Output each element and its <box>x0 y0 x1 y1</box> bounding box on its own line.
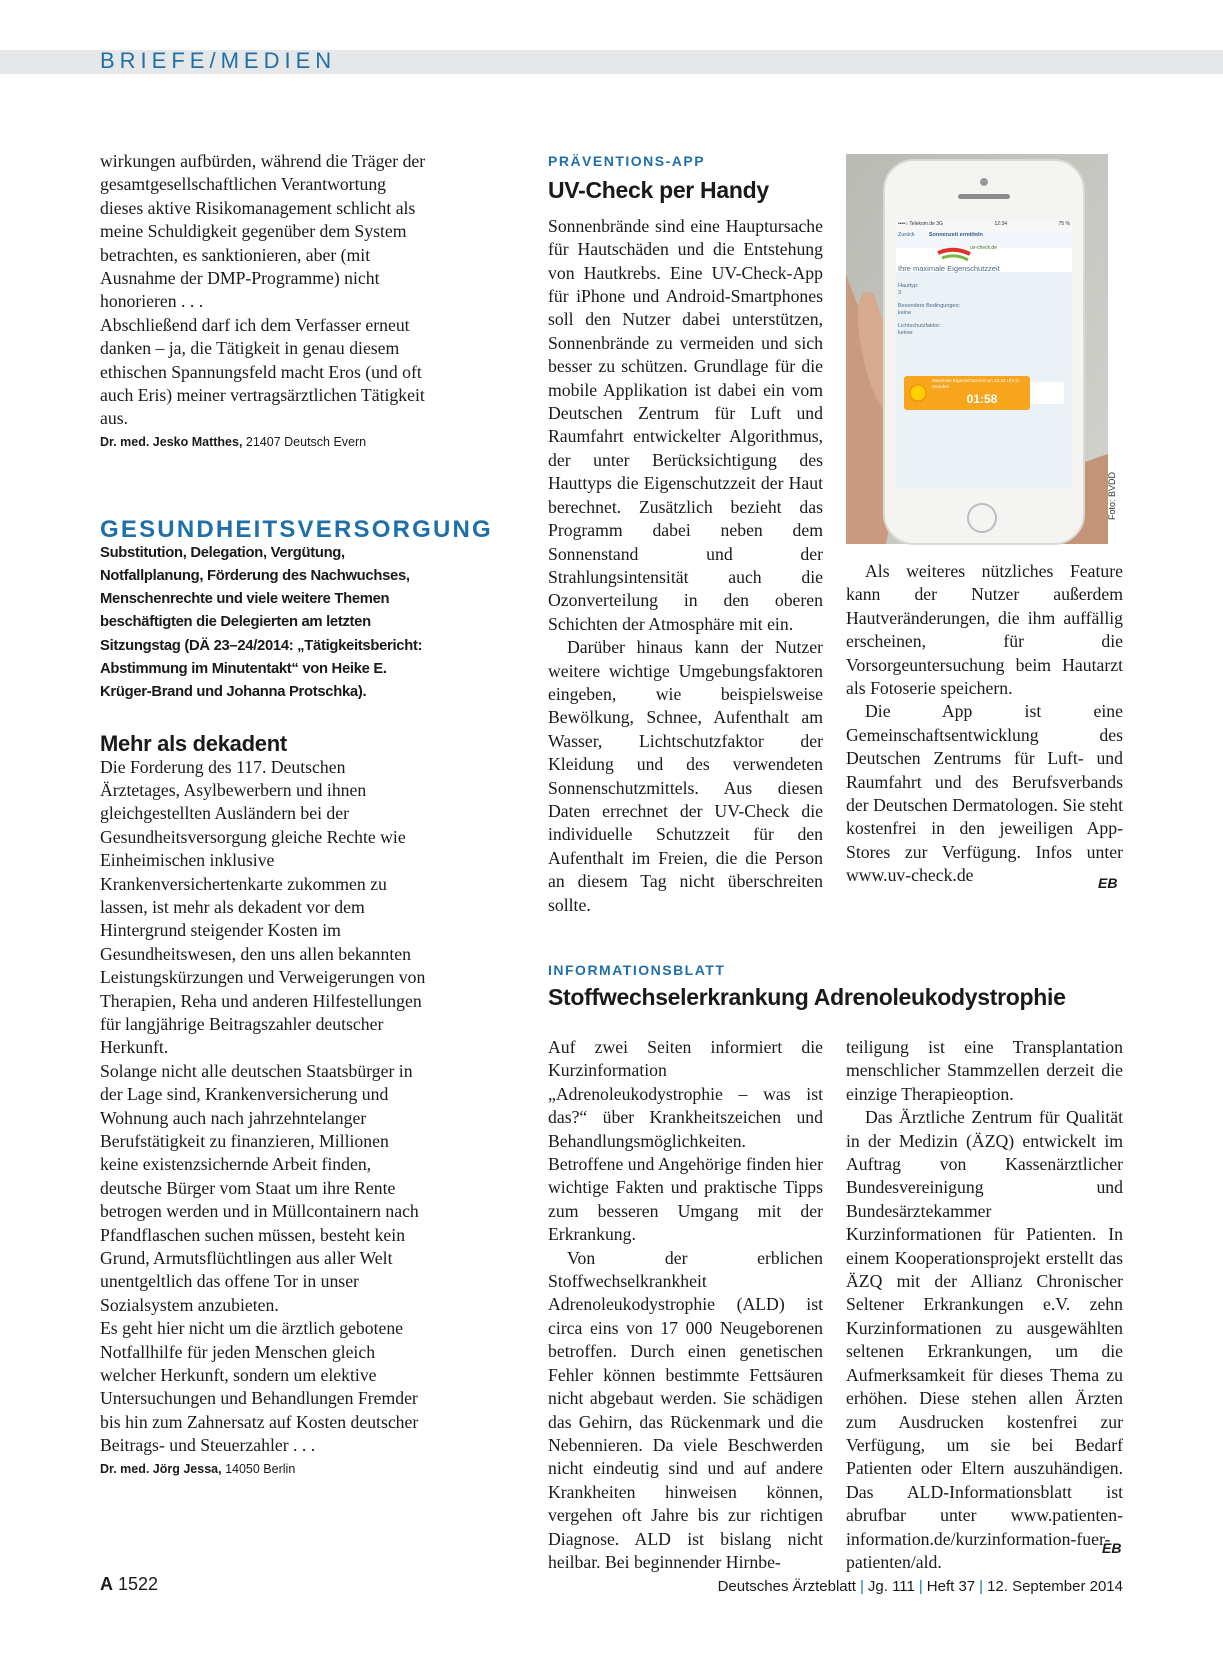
section-kicker: GESUNDHEITSVERSORGUNG <box>100 516 493 544</box>
article-headline: UV-Check per Handy <box>548 177 769 204</box>
paragraph: Solange nicht alle deutschen Staatsbürger in der Lage sind, Krankenversicherung und Wohnung auch nach jahrzehntelanger Berufstätigkeit zu finanzieren, Millionen keine existenzsichernde Arbeit finden, deutsche Bürger vom Staat um ihre Rente betrogen werden und in Müllcontainern nach Pfandflaschen suchen müssen, besteht kein Grund, Armutsflüchtlingen aus aller Welt unentgeltlich das offene Tor in unser Sozialsystem anzubieten. <box>100 1060 419 1315</box>
paragraph: Es geht hier nicht um die ärztlich gebotene Notfallhilfe für jeden Menschen gleich welcher Herkunft, sondern um elektive Untersuchungen und Behandlungen Fremder bis hin zum Zahnersatz auf Kosten deutscher Beitrags- und Steuerzahler . . . <box>100 1318 419 1456</box>
section-label: BRIEFE/MEDIEN <box>100 48 337 73</box>
phone-in-hand-illustration <box>846 154 1108 544</box>
paragraph: wirkungen aufbürden, während die Träger der gesamtgesellschaftlichen Verantwortung dieses aktive Risikomanagement schlicht als meine Schuldigkeit gegenüber dem System betrachten, es sanktionieren, aber (mit Ausnahme der DMP-Programme) nicht honorieren . . . <box>100 151 426 312</box>
author-location: 21407 Deutsch Evern <box>245 434 367 449</box>
ald-header <box>548 962 1128 1015</box>
paragraph: Als weiteres nützliches Feature kann der Nutzer außerdem Hautveränderungen, die ihm auffällig erscheinen, für die Vorsorgeuntersuchung beim Hautarzt als Fotoserie speichern. <box>846 561 1123 699</box>
journal-name: Deutsches Ärzteblatt <box>717 1578 856 1595</box>
journal-volume: Jg. 111 <box>867 1578 915 1595</box>
paragraph: Abschließend darf ich dem Verfasser erneut danken – ja, die Tätigkeit in genau diesem ethischen Spannungsfeld macht Eros (und oft auch Eris) meiner vertragsärztlichen Tätigkeit aus. <box>100 314 425 429</box>
author-name: Dr. med. Jesko Matthes, <box>100 434 243 449</box>
field-value: keine <box>898 310 912 316</box>
uvcheck-article-continued <box>846 560 1123 888</box>
left-column <box>100 150 493 1481</box>
photo-credit: Foto: BVDD <box>1107 471 1117 520</box>
paragraph-tail: teiligung ist eine Transplantation menschlicher Stammzellen derzeit die einzige Therapieoption. <box>846 1037 1123 1104</box>
journal-date: 12. September 2014 <box>987 1578 1123 1595</box>
back-button[interactable]: Zurück <box>898 232 915 238</box>
app-logo: uv-check.de <box>970 245 997 251</box>
field-value: keiner <box>898 330 913 336</box>
paragraph: Auf zwei Seiten informiert die Kurzinformation „Adrenoleukodystrophie – was ist das?“ über Krankheitszeichen und Behandlungsmöglichkeiten. Betroffene und Angehörige finden hier wichtige Fakten und praktische Tipps zum besseren Umgang mit der Erkrankung. <box>548 1037 823 1245</box>
paragraph: Das Ärztliche Zentrum für Qualität in der Medizin (ÄZQ) entwickelt im Auftrag von Kassenärztlicher Bundesvereinigung und Bundesärztekammer Kurzinformationen für Patienten. In einem Kooperationsprojekt erstellt das ÄZQ mit der Allianz Chronischer Seltener Erkrankungen e.V. zehn Kurzinformationen zu ausgewählten seltenen Erkrankungen, um die Aufmerksamkeit für dieses Thema zu erhöhen. Diese stehen allen Ärzten zum Ausdrucken kostenfrei zur Verfügung, um sie bei Bedarf Patienten oder Eltern auszuhändigen. Das ALD-Informationsblatt ist abrufbar unter www.patienten-information.de/kurzinformation-fuer-patienten/ald. <box>846 1107 1123 1572</box>
field-label: Hauttyp: <box>898 283 919 289</box>
status-time: 12:34 <box>994 221 1008 227</box>
nav-title: Sonnenzeit ermitteln <box>928 232 983 238</box>
section-gesundheitsversorgung <box>100 516 493 704</box>
letter-jessa <box>100 732 428 1481</box>
uvcheck-article <box>548 150 823 917</box>
page-number <box>100 1574 158 1595</box>
status-carrier: ••••○ Telekom.de 3G <box>898 221 943 227</box>
article-headline: Stoffwechselerkrankung Adrenoleukodystrophie <box>548 984 1066 1010</box>
field-value: 3 <box>898 290 902 296</box>
letter-headline: Mehr als dekadent <box>100 731 287 757</box>
author-signature <box>100 431 428 454</box>
journal-issue: Heft 37 <box>926 1578 976 1595</box>
author-signature <box>100 1458 428 1481</box>
app-photo <box>846 154 1108 544</box>
page-prefix: A <box>100 1574 113 1594</box>
author-sign: EB <box>1102 1540 1122 1556</box>
paragraph: Darüber hinaus kann der Nutzer weitere wichtige Umgebungsfaktoren eingeben, wie beispielsweise Bewölkung, Schnee, Aufenthalt am Wasser, Lichtschutzfaktor der Kleidung und des verwendeten Sonnenschutzmittels. Aus diesen Daten errechnet der UV-Check die individuelle Schutzzeit für den Aufenthalt im Freien, die die Person an diesem Tag nicht überschreiten sollte. <box>548 637 823 915</box>
status-battery: 75 % <box>1058 221 1070 227</box>
paragraph: Die App ist eine Gemeinschaftsentwicklung des Deutschen Zentrums für Luft- und Raumfahrt und des Berufsverbands der Deutschen Dermatologen. Sie steht kostenfrei in den jeweiligen App-Stores zur Verfügung. Infos unter www.uv-check.de <box>846 701 1123 886</box>
result-time: 01:58 <box>966 392 998 406</box>
ald-article-col-b-text <box>846 1036 1123 1574</box>
author-location: 14050 Berlin <box>225 1461 296 1476</box>
letter-matthes <box>100 150 428 454</box>
article-kicker: PRÄVENTIONS-APP <box>548 153 706 169</box>
journal-info: Deutsches Ärzteblatt | Jg. 111 | Heft 37 | 12. September 2014 <box>717 1578 1123 1595</box>
paragraph: Sonnenbrände sind eine Hauptursache für Hautschäden und die Entstehung von Hautkrebs. Eine UV-Check-App für iPhone und Android-Smartphones soll den Nutzer dabei unterstützen, Sonnenbrände zu vermeiden und sich besser zu schützen. Grundlage für die mobile Applikation ist dabei ein vom Deutschen Zentrum für Luft und Raumfahrt entwickelter Algorithmus, der unter Berücksichtigung des Hauttyps die Eigenschutzzeit der Haut berechnet. Zusätzlich bezieht das Programm dabei neben dem Sonnenstand und der Strahlungsintensität auch die Ozonverteilung in den oberen Schichten der Atmosphäre mit ein. <box>548 215 823 634</box>
section-intro: Substitution, Delegation, Vergütung, Notfallplanung, Förderung des Nachwuchses, Menschenrechte und viele weitere Themen beschäftigten die Delegierten am letzten Sitzungstag (DÄ 23–24/2014: „Tätigkeitsbericht: Abstimmung im Minutentakt“ von Heike E. Krüger-Brand und Johanna Protschka). <box>100 544 423 700</box>
author-name: Dr. med. Jörg Jessa, <box>100 1461 222 1476</box>
phone-nav-bar <box>898 232 1070 238</box>
phone-status-bar <box>898 221 1070 227</box>
paragraph: Die Forderung des 117. Deutschen Ärztetages, Asylbewerbern und ihnen gleichgestellten Ausländern bei der Gesundheitsversorgung gleiche Rechte wie Einheimischen inklusive Krankenversichertenkarte zukommen zu lassen, ist mehr als dekadent vor dem Hintergrund steigender Kosten im Gesundheitswesen, den uns allen bekannten Leistungskürzungen und Verweigerungen von Therapien, Reha und anderen Hilfestellungen für langjährige Beitragszahler deutscher Herkunft. <box>100 756 426 1058</box>
paragraph: Von der erblichen Stoffwechselkrankheit Adrenoleukodystrophie (ALD) ist circa eins von 17 000 Neugeborenen betroffen. Durch einen genetischen Fehler können bestimmte Fettsäuren nicht abgebaut werden. Sie schädigen das Gehirn, das Rückenmark und die Nebennieren. Da viele Beschwerden nicht eindeutig sind und auf andere Krankheiten hinweisen können, vergehen oft Jahre bis zur richtigen Diagnose. ALD ist bislang nicht heilbar. Bei beginnender Hirnbe- <box>548 1247 823 1572</box>
author-sign: EB <box>1098 875 1118 891</box>
page-number-value: 1522 <box>118 1574 159 1594</box>
field-label: Lichtschutzfaktor: <box>898 323 941 329</box>
article-kicker: INFORMATIONSBLATT <box>548 962 726 978</box>
phone-heading: Ihre maximale Eigenschutzzeit <box>898 264 1000 273</box>
result-text: Maximale Eigenschutzzeit um 12:32 Uhr in Stunden <box>932 378 1020 389</box>
field-label: Besondere Bedingungen: <box>898 303 961 309</box>
ald-article-col-a <box>548 1036 823 1572</box>
